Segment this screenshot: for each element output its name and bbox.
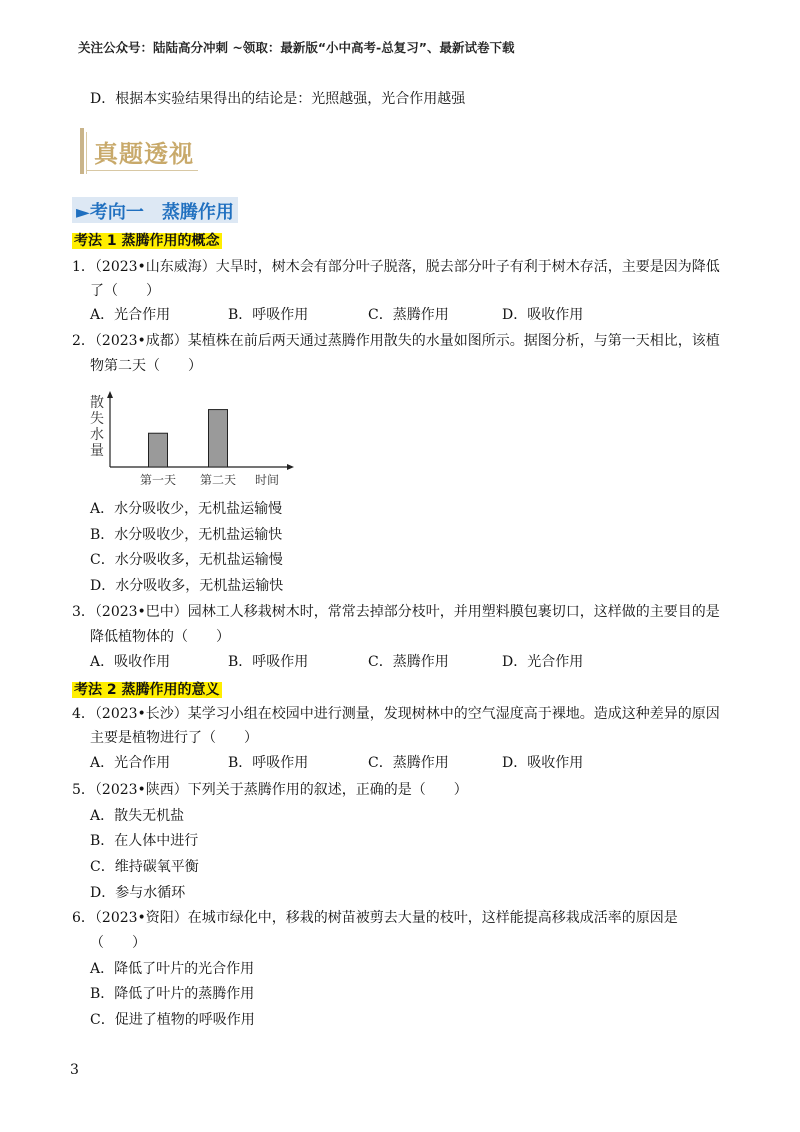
x-axis-arrow [287,464,294,470]
q6-option-a: A．降低了叶片的光合作用 [90,961,255,977]
banner-accent-line [86,132,87,174]
q4-option-b: B．呼吸作用 [228,755,309,771]
section-banner [80,128,198,174]
bar-2 [209,410,228,467]
y-axis-label-char: 散 [90,395,104,411]
y-axis-label-char: 失 [90,411,104,427]
q3-option-a: A．吸收作用 [90,654,171,670]
q5-stem-line1: 5．（2023•陕西）下列关于蒸腾作用的叙述，正确的是（ ） [72,782,468,798]
q1-stem-line1: 1．（2023•山东威海）大旱时，树木会有部分叶子脱落，脱去部分叶子有利于树木存活，主要是因为降低 [72,259,720,275]
q1-option-c: C．蒸腾作用 [368,307,449,323]
q3-stem-line2: 降低植物体的（ ） [90,629,230,645]
q3-stem-line1: 3．（2023•巴中）园林工人移栽树木时，常常去掉部分枝叶，并用塑料膜包裹切口，这样做的主要目的是 [72,604,720,620]
q1-stem-line2: 了（ ） [90,283,160,299]
previous-question-option-d: D．根据本实验结果得出的结论是：光照越强，光合作用越强 [90,91,466,107]
direction-heading [72,197,238,223]
kaofa-2-label: 考法 2 蒸腾作用的意义 [74,682,220,698]
q3-option-d: D．光合作用 [502,654,584,670]
water-loss-chart [80,385,310,485]
x-tick-label-1: 第一天 [139,473,177,485]
page-number: 3 [70,1062,79,1078]
q5-option-b: B．在人体中进行 [90,833,199,849]
banner-underline [86,170,198,171]
kaofa-1-label: 考法 1 蒸腾作用的概念 [74,233,220,249]
q4-stem-line1: 4．（2023•长沙）某学习小组在校园中进行测量，发现树林中的空气湿度高于裸地。造成这种差异的原因 [72,706,720,722]
q4-stem-line2: 主要是植物进行了（ ） [90,730,258,746]
q5-option-a: A．散失无机盐 [90,808,185,824]
bar-1 [149,433,168,467]
q2-option-d: D．水分吸收多，无机盐运输快 [90,578,284,594]
y-axis-label-char: 水 [90,427,104,443]
q1-option-d: D．吸收作用 [502,307,584,323]
q2-option-c: C．水分吸收多，无机盐运输慢 [90,552,283,568]
y-axis-arrow [107,391,113,398]
q5-option-d: D．参与水循环 [90,885,186,901]
x-tick-label-2: 第二天 [199,473,237,485]
q2-stem-line2: 物第二天（ ） [90,358,202,374]
q2-stem-line1: 2．（2023•成都）某植株在前后两天通过蒸腾作用散失的水量如图所示。据图分析，与第一天相比，该植 [72,333,720,349]
x-axis-label: 时间 [254,473,280,485]
chart-bars [149,410,228,467]
q4-option-c: C．蒸腾作用 [368,755,449,771]
q2-option-b: B．水分吸收少，无机盐运输快 [90,527,283,543]
q6-stem-line2: （ ） [90,935,146,951]
y-axis-label-char: 量 [90,443,104,459]
direction-title: ►考向一 蒸腾作用 [76,202,234,223]
banner-accent-bar [80,128,84,174]
q3-option-b: B．呼吸作用 [228,654,309,670]
page-header: 关注公众号：陆陆高分冲刺 ~领取：最新版“小中高考-总复习”、最新试卷下载 [78,40,515,55]
q4-option-a: A．光合作用 [90,755,171,771]
chart-labels [90,394,279,485]
q6-option-b: B．降低了叶片的蒸腾作用 [90,986,255,1002]
q1-option-a: A．光合作用 [90,307,171,323]
q1-option-b: B．呼吸作用 [228,307,309,323]
section-title: 真题透视 [94,140,194,168]
q3-option-c: C．蒸腾作用 [368,654,449,670]
q4-option-d: D．吸收作用 [502,755,584,771]
chart-axes [107,391,294,470]
q2-option-a: A．水分吸收少，无机盐运输慢 [90,501,283,517]
q5-option-c: C．维持碳氧平衡 [90,859,199,875]
q6-option-c: C．促进了植物的呼吸作用 [90,1012,255,1028]
q6-stem-line1: 6．（2023•资阳）在城市绿化中，移栽的树苗被剪去大量的枝叶，这样能提高移栽成活率的原因是 [72,910,678,926]
